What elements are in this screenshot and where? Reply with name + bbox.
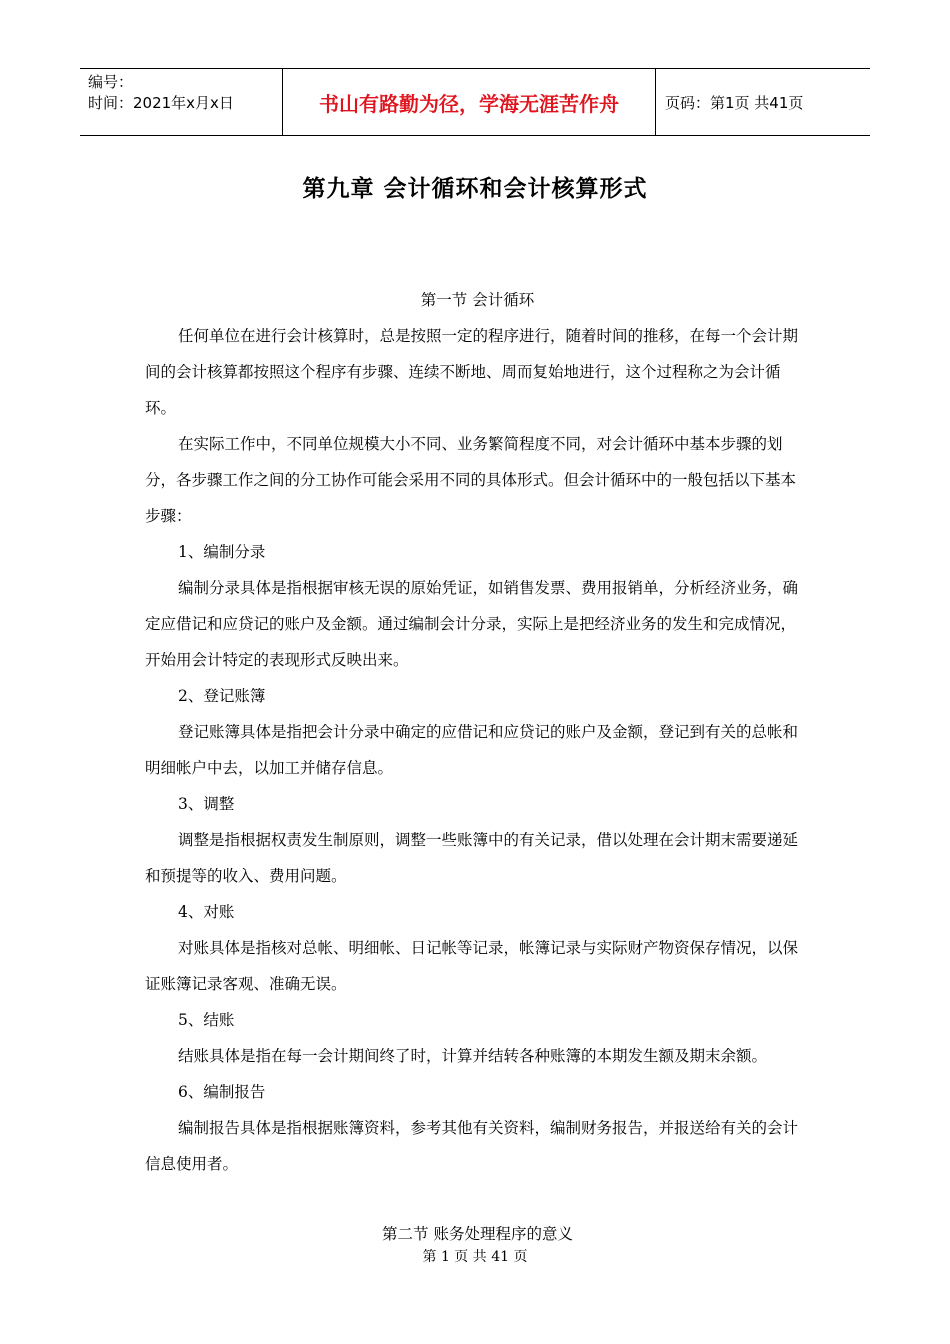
page-header	[80, 68, 870, 136]
header-meta	[80, 69, 282, 135]
paragraph: 登记账簿具体是指把会计分录中确定的应借记和应贷记的账户及金额，登记到有关的总帐和明细帐户中去，以加工并储存信息。	[145, 723, 799, 777]
document-body	[145, 282, 810, 1252]
section-title: 第一节 会计循环	[420, 291, 535, 309]
header-page-number: 页码：第1页 共41页	[665, 93, 804, 112]
step-heading: 4、对账	[178, 903, 235, 921]
section-title: 第二节 账务处理程序的意义	[382, 1225, 573, 1243]
step-heading: 1、编制分录	[178, 543, 266, 561]
chapter-title: 第九章 会计循环和会计核算形式	[302, 176, 648, 202]
step-heading: 6、编制报告	[178, 1083, 266, 1101]
paragraph: 调整是指根据权责发生制原则，调整一些账簿中的有关记录，借以处理在会计期末需要递延和预提等的收入、费用问题。	[145, 831, 799, 885]
paragraph: 编制报告具体是指根据账簿资料，参考其他有关资料，编制财务报告，并报送给有关的会计信息使用者。	[145, 1119, 799, 1173]
paragraph: 在实际工作中，不同单位规模大小不同、业务繁简程度不同，对会计循环中基本步骤的划分，各步骤工作之间的分工协作可能会采用不同的具体形式。但会计循环中的一般包括以下基本步骤：	[145, 435, 797, 525]
step-heading: 2、登记账簿	[178, 687, 266, 705]
paragraph: 任何单位在进行会计核算时，总是按照一定的程序进行，随着时间的推移，在每一个会计期间的会计核算都按照这个程序有步骤、连续不断地、周而复始地进行，这个过程称之为会计循环。	[145, 327, 799, 417]
paragraph: 结账具体是指在每一会计期间终了时，计算并结转各种账簿的本期发生额及期末余额。	[178, 1047, 768, 1065]
paragraph: 编制分录具体是指根据审核无误的原始凭证，如销售发票、费用报销单，分析经济业务，确定应借记和应贷记的账户及金额。通过编制会计分录，实际上是把经济业务的发生和完成情况，开始用会计特定的表现形式反映出来。	[145, 579, 799, 669]
paragraph: 对账具体是指核对总帐、明细帐、日记帐等记录，帐簿记录与实际财产物资保存情况，以保证账簿记录客观、准确无误。	[145, 939, 799, 993]
document-date-label: 时间：2021年x月x日	[88, 94, 234, 112]
step-heading: 5、结账	[178, 1011, 235, 1029]
page-footer: 第 1 页 共 41 页	[422, 1249, 528, 1265]
step-heading: 3、调整	[178, 795, 235, 813]
header-motto: 书山有路勤为径，学海无涯苦作舟	[282, 69, 656, 135]
document-number-label: 编号：	[88, 73, 134, 91]
